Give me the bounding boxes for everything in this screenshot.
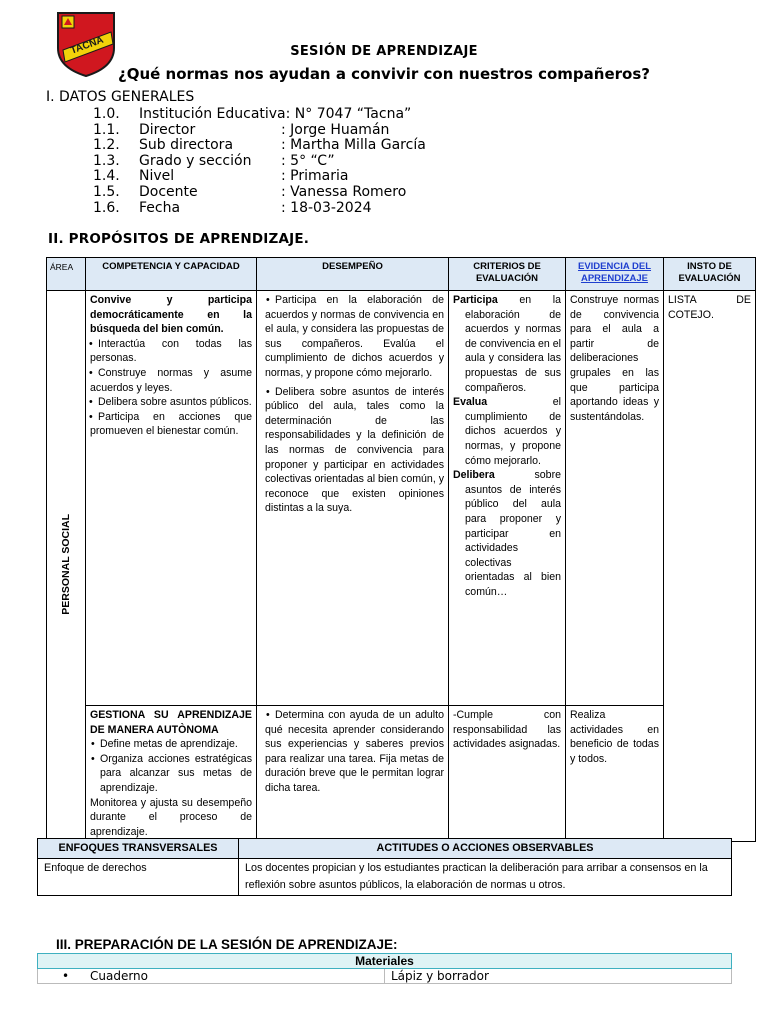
general-row — [93, 138, 426, 154]
competencia-title: GESTIONA SU APRENDIZAJE DE MANERA AUTÒNOMA — [90, 709, 252, 736]
section-preparation-heading: III. PREPARACIÓN DE LA SESIÓN DE APRENDIZAJE: — [56, 937, 398, 952]
row-value: : Martha Milla García — [281, 137, 426, 154]
general-row — [93, 169, 426, 185]
instrumento-cell: LISTA DE COTEJO. — [664, 291, 756, 842]
materials-table — [37, 953, 732, 984]
list-item: • Organiza acciones estratégicas para alcanzar sus metas de aprendizaje. — [100, 752, 252, 796]
session-question: ¿Qué normas nos ayudan a convivir con nuestros compañeros? — [118, 65, 650, 83]
header-competencia: COMPETENCIA Y CAPACIDAD — [86, 258, 257, 291]
header-desempeno: DESEMPEÑO — [257, 258, 449, 291]
row-label: Institución Educativa: N° 7047 “Tacna” — [139, 106, 412, 122]
table-row — [38, 969, 732, 984]
row-label: Grado y sección — [139, 152, 252, 169]
row-number: 1.0. — [93, 106, 120, 122]
capacidades-list — [90, 337, 252, 439]
criterio-item: Evalua el cumplimiento de dichos acuerdos y normas, y propone cómo mejorarlo. — [453, 396, 561, 467]
desempeno-cell — [257, 706, 449, 842]
header-criterios: CRITERIOS DE EVALUACIÓN — [449, 258, 566, 291]
purposes-table — [46, 257, 756, 842]
session-title: SESIÓN DE APRENDIZAJE — [290, 44, 478, 59]
header-instrumento: INSTO DE EVALUACIÓN — [664, 258, 756, 291]
table-header-row — [38, 839, 732, 859]
general-row — [93, 185, 426, 201]
capacidades-list — [90, 737, 252, 795]
enfoque-cell: Enfoque de derechos — [38, 859, 239, 896]
row-value: : Jorge Huamán — [281, 121, 390, 138]
row-label: Sub directora — [139, 137, 234, 154]
section-purposes-heading: II. PROPÓSITOS DE APRENDIZAJE. — [48, 231, 310, 247]
header-area: ÁREA — [47, 258, 86, 291]
general-row — [93, 107, 426, 123]
list-item: • Delibera sobre asuntos públicos. — [90, 395, 252, 410]
list-item: • Determina con ayuda de un adulto qué necesita aprender considerando sus experiencias y saberes previos para realizar una tarea. Fija metas de duración breve que le permitan lograr dicha tarea. — [265, 708, 444, 796]
list-item: • Define metas de aprendizaje. — [100, 737, 252, 752]
header-enfoques: ENFOQUES TRANSVERSALES — [38, 839, 239, 859]
general-row — [93, 123, 426, 139]
evidencia-cell: Construye normas de convivencia para el aula a partir de deliberaciones grupales en las que participa aportando ideas y sustentándolas. — [566, 291, 664, 706]
criterio-cell: -Cumple con responsabilidad las actividades asignadas. — [449, 706, 566, 842]
competencia-cell — [86, 291, 257, 706]
row-value: : 18-03-2024 — [281, 199, 372, 216]
general-row — [93, 201, 426, 217]
evidencia-cell: Realiza actividades en beneficio de todas y todos. — [566, 706, 664, 842]
header-materiales: Materiales — [38, 954, 732, 969]
list-item: • Participa en acciones que promueven el bienestar común. — [90, 410, 252, 439]
row-number: 1.3. — [93, 152, 120, 169]
list-item: • Delibera sobre asuntos de interés público del aula, tales como la determinación de las responsabilidades y la definición de las normas de convivencia para proponer y participar en actividades colectivas orientadas al bien común, y reconoce que existen opiniones distintas a la suya. — [265, 385, 444, 516]
competencia-cell — [86, 706, 257, 842]
table-row — [38, 859, 732, 896]
row-number: 1.6. — [93, 199, 120, 216]
row-value: : 5° “C” — [281, 152, 335, 169]
table-header-row — [38, 954, 732, 969]
desempeno-list — [265, 708, 444, 796]
row-number: 1.4. — [93, 168, 120, 185]
row-number: 1.2. — [93, 137, 120, 154]
row-value: : Primaria — [281, 168, 349, 185]
criterio-item: Participa en la elaboración de acuerdos y normas de convivencia en el aula y considera las propuestas de sus compañeros. — [453, 294, 561, 394]
enfoques-table — [37, 838, 732, 896]
row-label: Director — [139, 121, 196, 138]
material-cell: Lápiz y borrador — [385, 969, 732, 984]
general-data-list — [93, 107, 426, 216]
list-item: • Construye normas y asume acuerdos y leyes. — [90, 366, 252, 395]
row-value: : Vanessa Romero — [281, 183, 407, 200]
row-label: Docente — [139, 183, 198, 200]
general-row — [93, 154, 426, 170]
table-header-row — [47, 258, 756, 291]
criterio-item: Delibera sobre asuntos de interés público del aula para proponer y participar en actividades colectivas orientadas al bien común… — [453, 469, 561, 598]
header-evidencia-link[interactable]: EVIDENCIA DEL APRENDIZAJE — [566, 258, 664, 291]
material-cell — [38, 969, 385, 984]
table-row — [47, 291, 756, 706]
row-label: Fecha — [139, 199, 181, 216]
competencia-tail: Monitorea y ajusta su desempeño durante el proceso de aprendizaje. — [90, 796, 252, 838]
section-general-heading: I. DATOS GENERALES — [46, 89, 195, 105]
competencia-title: Convive y participa democráticamente en la búsqueda del bien común. — [90, 294, 252, 336]
header-actitudes: ACTITUDES O ACCIONES OBSERVABLES — [239, 839, 732, 859]
row-number: 1.1. — [93, 121, 120, 138]
area-label: PERSONAL SOCIAL — [59, 513, 72, 615]
bullet-icon: • — [62, 969, 70, 983]
actitud-cell: Los docentes propician y los estudiantes practican la deliberación para arribar a consensos en la reflexión sobre asuntos públicos, la elaboración de normas u otros. — [239, 859, 732, 896]
criterios-cell — [449, 291, 566, 706]
material-item: Cuaderno — [90, 969, 149, 983]
table-row — [47, 706, 756, 842]
list-item: • Interactúa con todas las personas. — [90, 337, 252, 366]
desempeno-cell — [257, 291, 449, 706]
desempeno-list — [265, 293, 444, 516]
row-label: Nivel — [139, 168, 175, 185]
row-number: 1.5. — [93, 183, 120, 200]
area-cell — [47, 291, 86, 842]
list-item: • Participa en la elaboración de acuerdos y normas de convivencia en el aula, y considera las propuestas de sus compañeros. Evalúa el cumplimiento de dichos acuerdos y normas, y propone cómo mejorarlo. — [265, 293, 444, 381]
logo-text: TACNA — [69, 34, 106, 57]
